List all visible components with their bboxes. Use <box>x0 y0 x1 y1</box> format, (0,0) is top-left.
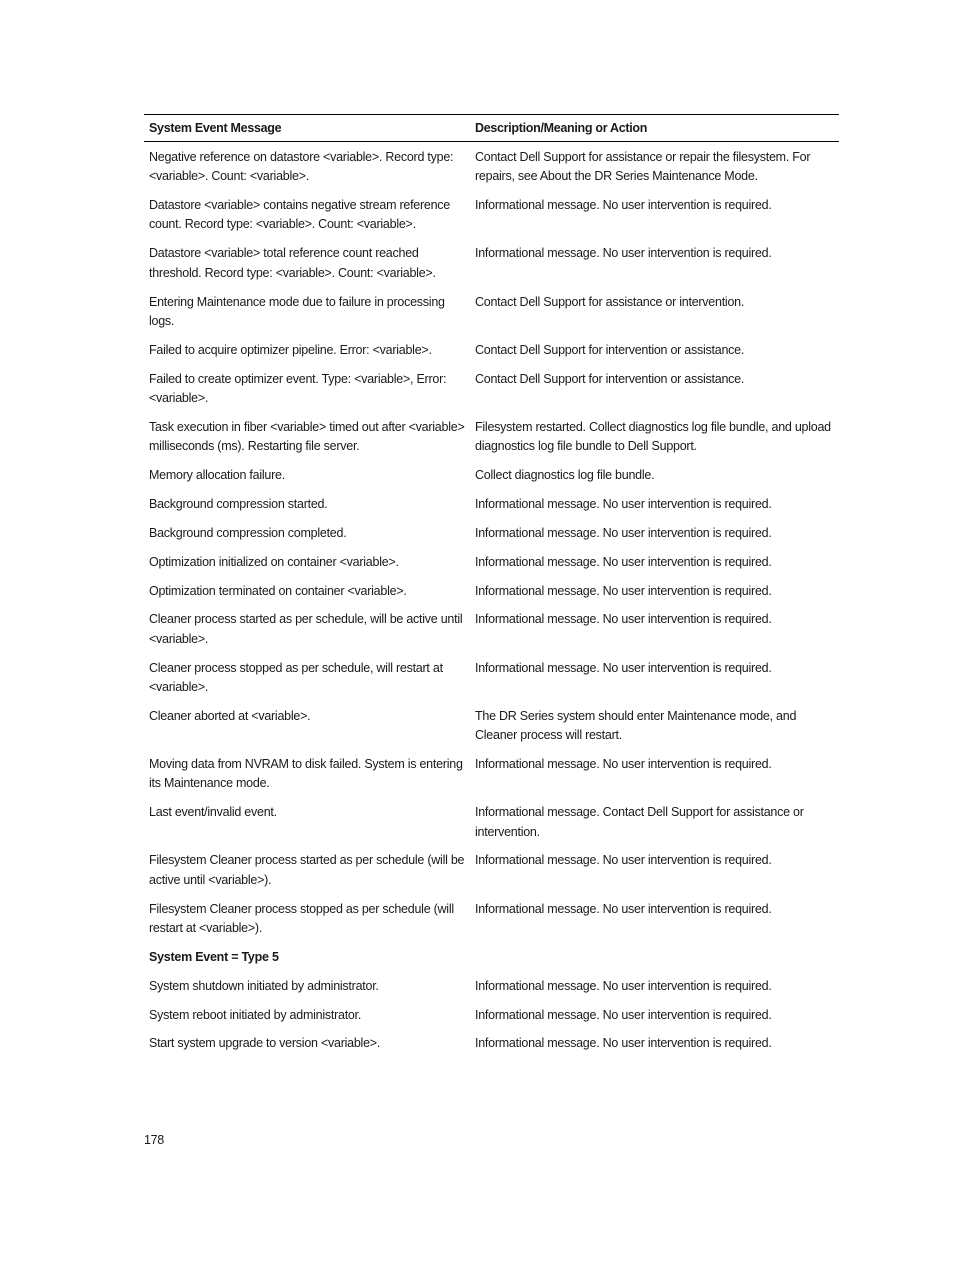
event-message-cell: Moving data from NVRAM to disk failed. System is entering its Maintenance mode. <box>149 757 463 791</box>
event-message-cell: Failed to acquire optimizer pipeline. Error: <variable>. <box>149 342 432 357</box>
event-message-cell: Background compression started. <box>149 496 328 511</box>
event-message-cell: Cleaner process started as per schedule, will be active until <variable>. <box>149 612 463 646</box>
event-description-cell: Informational message. No user intervention is required. <box>475 901 772 916</box>
event-message-cell: Negative reference on datastore <variable>. Record type: <variable>. Count: <variable>. <box>149 150 454 184</box>
event-message-cell: Last event/invalid event. <box>149 805 277 820</box>
event-description-cell: Informational message. No user intervention is required. <box>475 496 772 511</box>
event-message-cell: System shutdown initiated by administrator. <box>149 978 379 993</box>
section-heading: System Event = Type 5 <box>149 949 279 964</box>
table-row <box>144 1034 839 1063</box>
column-header-message: System Event Message <box>149 120 282 135</box>
event-description-cell: Informational message. No user intervention is required. <box>475 246 772 261</box>
table-row <box>144 755 839 803</box>
event-description-cell: Informational message. No user intervention is required. <box>475 978 772 993</box>
event-message-cell: Memory allocation failure. <box>149 468 285 483</box>
table-row <box>144 582 839 611</box>
table-row <box>144 1006 839 1035</box>
table-row <box>144 659 839 707</box>
table-header <box>144 114 839 142</box>
table-row <box>144 495 839 524</box>
section-row <box>144 948 839 977</box>
column-header-description: Description/Meaning or Action <box>475 120 648 135</box>
event-message-cell: Filesystem Cleaner process started as per schedule (will be active until <variable>). <box>149 853 465 887</box>
event-description-cell: Contact Dell Support for intervention or assistance. <box>475 371 745 386</box>
event-message-cell: Optimization initialized on container <variable>. <box>149 554 399 569</box>
event-description-cell: Informational message. No user intervention is required. <box>475 554 772 569</box>
event-description-cell: Informational message. No user intervention is required. <box>475 1036 772 1051</box>
table-row <box>144 244 839 292</box>
table-row <box>144 524 839 553</box>
event-message-cell: Cleaner process stopped as per schedule, will restart at <variable>. <box>149 660 443 694</box>
event-description-cell: Informational message. No user intervention is required. <box>475 757 772 772</box>
event-description-cell: The DR Series system should enter Maintenance mode, and Cleaner process will restart. <box>475 708 797 743</box>
event-table <box>144 114 839 1063</box>
table-row <box>144 466 839 495</box>
event-description-cell: Informational message. No user intervention is required. <box>475 1007 772 1022</box>
event-message-cell: System reboot initiated by administrator. <box>149 1007 362 1022</box>
table-row <box>144 977 839 1006</box>
table-row <box>144 341 839 370</box>
event-description-cell: Informational message. No user intervention is required. <box>475 660 772 675</box>
table-body <box>144 142 839 1063</box>
event-description-cell: Contact Dell Support for intervention or assistance. <box>475 342 745 357</box>
event-description-cell: Informational message. No user intervention is required. <box>475 583 772 598</box>
event-description-cell: Informational message. Contact Dell Support for assistance or intervention. <box>475 805 804 839</box>
table-row <box>144 900 839 948</box>
table-row <box>144 803 839 851</box>
event-message-cell: Failed to create optimizer event. Type: <variable>, Error: <variable>. <box>149 371 447 405</box>
event-message-cell: Optimization terminated on container <variable>. <box>149 583 407 598</box>
event-description-cell: Contact Dell Support for assistance or repair the filesystem. For repairs, see About the DR Series Maintenance Mode. <box>475 150 811 184</box>
table-row <box>144 370 839 418</box>
event-message-cell: Entering Maintenance mode due to failure in processing logs. <box>149 294 445 328</box>
page-number: 178 <box>144 1133 164 1147</box>
table-row <box>144 418 839 466</box>
event-message-cell: Start system upgrade to version <variable>. <box>149 1036 381 1051</box>
table-row <box>144 293 839 341</box>
table-row <box>144 148 839 196</box>
event-message-cell: Datastore <variable> contains negative stream reference count. Record type: <variable>. Count: <variable>. <box>149 198 451 232</box>
event-message-cell: Datastore <variable> total reference count reached threshold. Record type: <variable>. Count: <variable>. <box>149 246 436 280</box>
table-row <box>144 851 839 899</box>
event-message-cell: Background compression completed. <box>149 525 347 540</box>
event-description-cell: Informational message. No user intervention is required. <box>475 853 772 868</box>
event-description-cell: Informational message. No user intervention is required. <box>475 198 772 213</box>
event-description-cell: Collect diagnostics log file bundle. <box>475 468 655 483</box>
event-message-cell: Cleaner aborted at <variable>. <box>149 708 311 723</box>
table-row <box>144 707 839 755</box>
table-row <box>144 553 839 582</box>
table-row <box>144 196 839 244</box>
event-message-cell: Filesystem Cleaner process stopped as per schedule (will restart at <variable>). <box>149 901 454 935</box>
table-row <box>144 610 839 658</box>
event-message-cell: Task execution in fiber <variable> timed out after <variable> milliseconds (ms). Restarting file server. <box>149 419 465 454</box>
event-description-cell: Informational message. No user intervention is required. <box>475 525 772 540</box>
event-description-cell: Filesystem restarted. Collect diagnostics log file bundle, and upload diagnostics log file bundle to Dell Support. <box>475 419 831 454</box>
event-description-cell: Contact Dell Support for assistance or intervention. <box>475 294 745 309</box>
event-description-cell: Informational message. No user intervention is required. <box>475 612 772 627</box>
